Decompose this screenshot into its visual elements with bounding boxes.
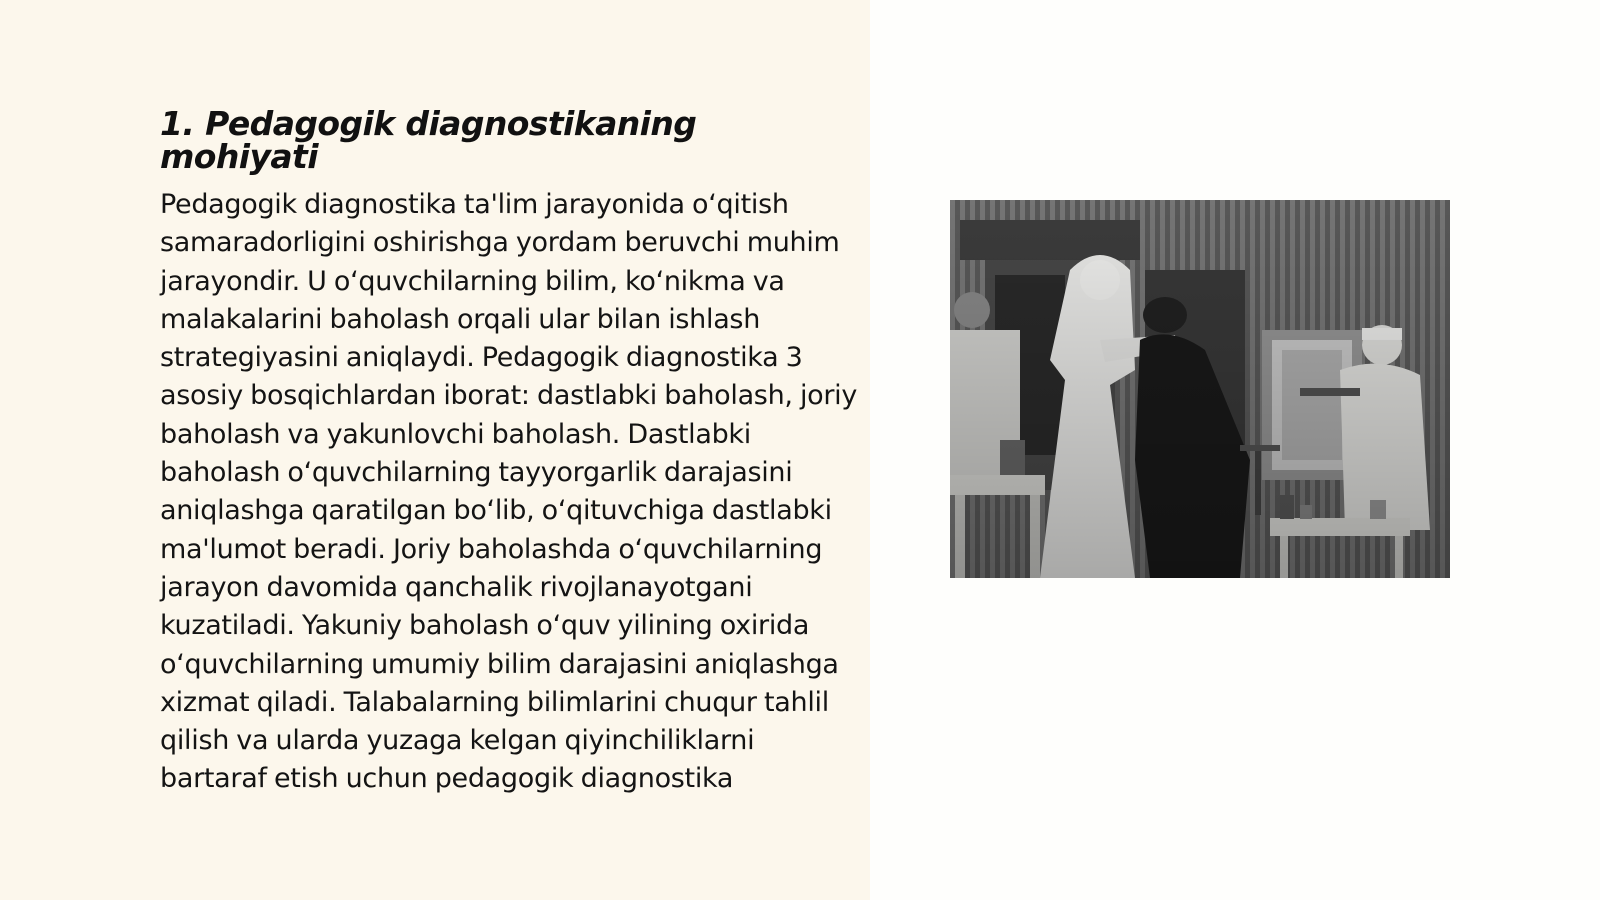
- slide-body-text: Pedagogik diagnostika ta'lim jarayonida o‘qitish samaradorligini oshirishga yordam beruvchi muhim jarayondir. U o‘quvchilarning bilim, ko‘nikma va malakalarini baholash orqali ular bilan ishlash strategiyasini aniqlaydi. Pedagogik diagnostika 3 asosiy bosqichlardan iborat: dastlabki baholash, joriy baholash va yakunlovchi baholash. Dastlabki baholash o‘quvchilarning tayyorgarlik darajasini aniqlashga qaratilgan bo‘lib, o‘qituvchiga dastlabki ma'lumot beradi. Joriy baholashda o‘quvchilarning jarayon davomida qanchalik rivojlanayotgani kuzatiladi. Yakuniy baholash o‘quv yilining oxirida o‘quvchilarning umumiy bilim darajasini aniqlashga xizmat qiladi. Talabalarning bilimlarini chuqur tahlil qilish va ularda yuzaga kelgan qiyinchiliklarni bartaraf etish uchun pedagogik diagnostika: [160, 189, 858, 795]
- historical-photo: [950, 200, 1450, 578]
- slide-title: 1. Pedagogik diagnostikaning mohiyati: [160, 104, 697, 176]
- historical-photo-icon: [950, 200, 1450, 578]
